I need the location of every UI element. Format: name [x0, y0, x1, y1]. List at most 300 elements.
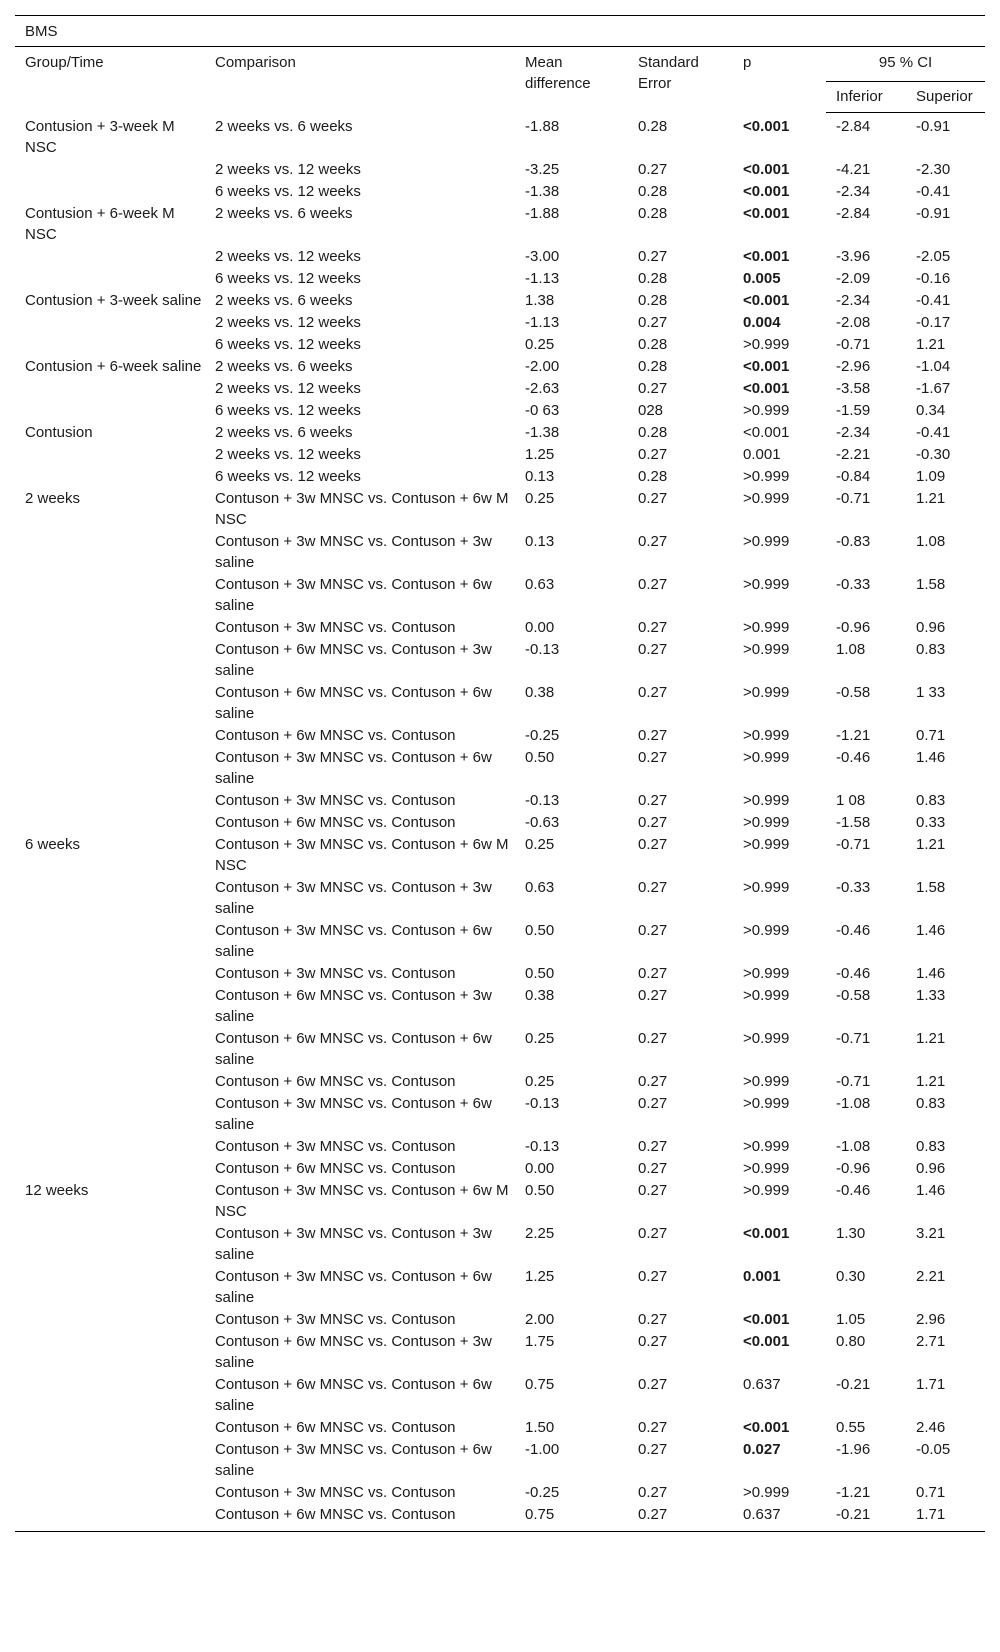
- cell-mean-difference: -0 63: [525, 401, 560, 419]
- table-row: [15, 1374, 985, 1417]
- cell-comparison: Contuson + 3w MNSC vs. Contuson: [215, 964, 456, 982]
- cell-p-value: >0.999: [743, 1159, 790, 1177]
- cell-group: [15, 725, 205, 747]
- cell-ci-superior: 0.34: [916, 401, 946, 419]
- cell-group: 6 weeks: [25, 835, 81, 853]
- header-comparison: Comparison: [215, 54, 296, 71]
- cell-p-value: <0.001: [743, 291, 790, 309]
- cell-mean-difference: 1.75: [525, 1332, 555, 1350]
- table-row: [15, 312, 985, 334]
- table-row: [15, 1482, 985, 1504]
- cell-mean-difference: 1.25: [525, 1267, 555, 1285]
- cell-ci-inferior: -0.84: [836, 467, 871, 485]
- cell-ci-superior: 0.71: [916, 726, 946, 744]
- table-header-row: [15, 47, 985, 82]
- cell-standard-error: 0.27: [638, 813, 668, 831]
- cell-ci-inferior: -2.34: [836, 423, 871, 441]
- cell-p-value: >0.999: [743, 1137, 790, 1155]
- cell-mean-difference: -1.00: [525, 1440, 560, 1458]
- cell-comparison: Contuson + 6w MNSC vs. Contuson + 6w saline: [215, 1375, 492, 1414]
- cell-ci-superior: 1.58: [916, 575, 946, 593]
- header-mean-difference: Mean difference: [525, 54, 591, 92]
- cell-group: [15, 790, 205, 812]
- cell-group: [15, 963, 205, 985]
- cell-mean-difference: 0.63: [525, 878, 555, 896]
- cell-p-value: <0.001: [743, 379, 790, 397]
- cell-p-value: <0.001: [743, 182, 790, 200]
- table-row: [15, 1331, 985, 1374]
- cell-ci-superior: 1.21: [916, 335, 946, 353]
- cell-ci-superior: -0.41: [916, 291, 951, 309]
- table-row: [15, 617, 985, 639]
- cell-ci-inferior: 1.05: [836, 1310, 866, 1328]
- cell-ci-inferior: -1.58: [836, 813, 871, 831]
- cell-comparison: Contuson + 3w MNSC vs. Contuson: [215, 1137, 456, 1155]
- cell-mean-difference: 2.00: [525, 1310, 555, 1328]
- cell-comparison: 6 weeks vs. 12 weeks: [215, 269, 361, 287]
- cell-comparison: Contuson + 3w MNSC vs. Contuson + 6w M NSC: [215, 835, 509, 874]
- cell-p-value: <0.001: [743, 1418, 790, 1436]
- table-row: [15, 1180, 985, 1223]
- cell-ci-superior: 0.33: [916, 813, 946, 831]
- cell-ci-superior: 1.71: [906, 1504, 985, 1532]
- table-row: [15, 400, 985, 422]
- cell-comparison: 2 weeks vs. 12 weeks: [215, 379, 361, 397]
- table-body: [15, 113, 985, 1532]
- table-row: [15, 466, 985, 488]
- cell-ci-inferior: -0.71: [836, 335, 871, 353]
- cell-group: [15, 1223, 205, 1266]
- cell-comparison: Contuson + 3w MNSC vs. Contuson + 6w saline: [215, 575, 492, 614]
- cell-standard-error: 0.27: [638, 726, 668, 744]
- table-row: [15, 378, 985, 400]
- cell-p-value: 0.001: [743, 445, 781, 463]
- cell-ci-inferior: -0.46: [836, 964, 871, 982]
- table-row: [15, 1158, 985, 1180]
- table-row: [15, 877, 985, 920]
- cell-mean-difference: 0.00: [525, 1159, 555, 1177]
- cell-ci-superior: -0.05: [916, 1440, 951, 1458]
- cell-ci-inferior: -0.33: [836, 575, 871, 593]
- cell-p-value: <0.001: [743, 160, 790, 178]
- cell-comparison: Contuson + 3w MNSC vs. Contuson + 3w saline: [215, 1224, 492, 1263]
- cell-ci-inferior: -4.21: [836, 160, 871, 178]
- cell-ci-inferior: -0.71: [836, 1072, 871, 1090]
- cell-ci-inferior: -0.21: [826, 1504, 906, 1532]
- cell-ci-superior: 2.96: [916, 1310, 946, 1328]
- cell-group: [15, 312, 205, 334]
- cell-group: Contusion: [25, 423, 93, 441]
- cell-ci-superior: 1.08: [916, 532, 946, 550]
- cell-comparison: Contuson + 3w MNSC vs. Contuson: [215, 618, 456, 636]
- cell-standard-error: 0.27: [638, 1483, 668, 1501]
- cell-ci-inferior: -2.34: [836, 291, 871, 309]
- cell-comparison: Contuson + 6w MNSC vs. Contuson: [215, 726, 456, 744]
- cell-comparison: 6 weeks vs. 12 weeks: [215, 335, 361, 353]
- cell-group: [15, 747, 205, 790]
- cell-group: [15, 181, 205, 203]
- table-row: [15, 639, 985, 682]
- table-row: [15, 920, 985, 963]
- table-row: [15, 725, 985, 747]
- cell-comparison: Contuson + 3w MNSC vs. Contuson + 6w M NSC: [215, 1181, 509, 1220]
- cell-mean-difference: 1.25: [525, 445, 555, 463]
- cell-ci-superior: 1.21: [916, 1029, 946, 1047]
- cell-p-value: >0.999: [743, 1072, 790, 1090]
- cell-mean-difference: 0.75: [515, 1504, 628, 1532]
- cell-p-value: >0.999: [743, 986, 790, 1004]
- cell-ci-inferior: -2.96: [836, 357, 871, 375]
- cell-comparison: Contuson + 3w MNSC vs. Contuson + 6w saline: [215, 1094, 492, 1133]
- cell-p-value: 0.004: [743, 313, 781, 331]
- header-ci: 95 % CI: [826, 47, 985, 82]
- cell-group: 12 weeks: [25, 1181, 89, 1199]
- cell-mean-difference: -0.25: [525, 1483, 560, 1501]
- cell-mean-difference: 0.50: [525, 964, 555, 982]
- cell-standard-error: 0.27: [638, 1159, 668, 1177]
- cell-ci-superior: 0.96: [916, 618, 946, 636]
- cell-standard-error: 0.27: [638, 247, 668, 265]
- cell-standard-error: 0.27: [638, 1094, 668, 1112]
- cell-standard-error: 0.27: [638, 445, 668, 463]
- cell-comparison: Contuson + 3w MNSC vs. Contuson + 6w saline: [215, 1440, 492, 1479]
- cell-ci-superior: 1 33: [916, 683, 946, 701]
- cell-mean-difference: 0.38: [525, 683, 555, 701]
- cell-standard-error: 0.28: [638, 117, 668, 135]
- cell-ci-superior: 1.46: [916, 1181, 946, 1199]
- cell-mean-difference: -0.63: [525, 813, 560, 831]
- cell-group: [15, 1374, 205, 1417]
- cell-comparison: Contuson + 6w MNSC vs. Contuson + 3w saline: [215, 1332, 492, 1371]
- cell-standard-error: 0.27: [638, 160, 668, 178]
- cell-ci-inferior: -0.83: [836, 532, 871, 550]
- cell-mean-difference: 0.75: [525, 1375, 555, 1393]
- cell-p-value: 0.005: [743, 269, 781, 287]
- cell-ci-superior: 2.21: [916, 1267, 946, 1285]
- cell-mean-difference: 1.50: [525, 1418, 555, 1436]
- cell-group: [15, 378, 205, 400]
- header-p: p: [743, 54, 752, 71]
- cell-p-value: <0.001: [743, 247, 790, 265]
- cell-comparison: Contuson + 6w MNSC vs. Contuson + 6w saline: [215, 1029, 492, 1068]
- table-row: [15, 812, 985, 834]
- cell-p-value: >0.999: [743, 726, 790, 744]
- cell-ci-inferior: -2.84: [836, 204, 871, 222]
- cell-standard-error: 0.27: [638, 313, 668, 331]
- cell-mean-difference: -1.88: [525, 204, 560, 222]
- cell-mean-difference: 1.38: [525, 291, 555, 309]
- table-row: [15, 268, 985, 290]
- cell-p-value: >0.999: [743, 748, 790, 766]
- cell-mean-difference: 0.13: [525, 467, 555, 485]
- table-row: [15, 1093, 985, 1136]
- cell-mean-difference: -0.25: [525, 726, 560, 744]
- cell-ci-superior: 3.21: [916, 1224, 946, 1242]
- cell-standard-error: 0.27: [628, 1504, 733, 1532]
- cell-p-value: 0.001: [743, 1267, 781, 1285]
- cell-p-value: <0.001: [743, 1332, 790, 1350]
- cell-ci-superior: -0.17: [916, 313, 951, 331]
- cell-p-value: >0.999: [743, 467, 790, 485]
- cell-ci-inferior: 0.55: [836, 1418, 866, 1436]
- cell-group: [15, 1331, 205, 1374]
- cell-standard-error: 0.28: [638, 204, 668, 222]
- cell-group: [15, 682, 205, 725]
- cell-comparison: Contuson + 6w MNSC vs. Contuson: [215, 1159, 456, 1177]
- cell-standard-error: 0.28: [638, 357, 668, 375]
- table-row: [15, 422, 985, 444]
- cell-comparison: Contuson + 3w MNSC vs. Contuson + 6w saline: [215, 921, 492, 960]
- cell-ci-superior: 1.21: [916, 835, 946, 853]
- table-row: [15, 113, 985, 159]
- cell-mean-difference: -1.88: [525, 117, 560, 135]
- cell-comparison: Contuson + 3w MNSC vs. Contuson + 6w M NSC: [215, 489, 509, 528]
- cell-p-value: >0.999: [743, 575, 790, 593]
- cell-p-value: >0.999: [743, 532, 790, 550]
- cell-ci-superior: 1.71: [916, 1375, 946, 1393]
- header-inferior: Inferior: [826, 82, 906, 113]
- cell-group: [15, 268, 205, 290]
- cell-ci-inferior: -1.21: [836, 1483, 871, 1501]
- table-row: [15, 790, 985, 812]
- cell-ci-superior: -2.05: [916, 247, 951, 265]
- cell-comparison: 2 weeks vs. 6 weeks: [215, 117, 353, 135]
- header-superior: Superior: [906, 82, 985, 113]
- cell-group: [15, 985, 205, 1028]
- cell-ci-superior: -0.30: [916, 445, 951, 463]
- cell-ci-superior: -1.67: [916, 379, 951, 397]
- cell-p-value: >0.999: [743, 791, 790, 809]
- cell-standard-error: 0.28: [638, 182, 668, 200]
- cell-mean-difference: -1.38: [525, 182, 560, 200]
- cell-ci-inferior: -0.96: [836, 1159, 871, 1177]
- cell-ci-inferior: 1 08: [836, 791, 866, 809]
- table-row: [15, 488, 985, 531]
- table-row: [15, 246, 985, 268]
- cell-standard-error: 0.28: [638, 335, 668, 353]
- cell-comparison: Contuson + 6w MNSC vs. Contuson + 3w saline: [215, 640, 492, 679]
- cell-comparison: Contuson + 3w MNSC vs. Contuson + 6w saline: [215, 748, 492, 787]
- cell-comparison: 6 weeks vs. 12 weeks: [215, 401, 361, 419]
- cell-ci-inferior: -2.08: [836, 313, 871, 331]
- cell-comparison: Contuson + 6w MNSC vs. Contuson: [215, 813, 456, 831]
- cell-comparison: 2 weeks vs. 12 weeks: [215, 160, 361, 178]
- cell-comparison: 6 weeks vs. 12 weeks: [215, 182, 361, 200]
- cell-ci-inferior: -3.58: [836, 379, 871, 397]
- cell-standard-error: 0.27: [638, 1418, 668, 1436]
- bms-table: [15, 15, 985, 1532]
- cell-ci-superior: 0.83: [916, 1094, 946, 1112]
- cell-p-value: >0.999: [743, 1094, 790, 1112]
- cell-mean-difference: 0.50: [525, 1181, 555, 1199]
- cell-ci-inferior: -0.71: [836, 489, 871, 507]
- cell-comparison: Contuson + 3w MNSC vs. Contuson: [215, 1483, 456, 1501]
- cell-ci-superior: 1.21: [916, 1072, 946, 1090]
- cell-ci-inferior: -2.09: [836, 269, 871, 287]
- table-row: [15, 181, 985, 203]
- cell-ci-inferior: -0.46: [836, 1181, 871, 1199]
- cell-standard-error: 0.27: [638, 489, 668, 507]
- table-row: [15, 290, 985, 312]
- table-row: [15, 1266, 985, 1309]
- cell-ci-superior: 1.46: [916, 748, 946, 766]
- cell-group: [15, 1071, 205, 1093]
- cell-standard-error: 0.27: [638, 1375, 668, 1393]
- cell-ci-superior: 0.96: [916, 1159, 946, 1177]
- cell-group: [15, 400, 205, 422]
- cell-ci-inferior: -2.21: [836, 445, 871, 463]
- cell-standard-error: 028: [638, 401, 664, 419]
- cell-group: Contusion + 6-week M NSC: [25, 204, 175, 243]
- cell-group: [15, 1504, 205, 1532]
- cell-mean-difference: 0.25: [525, 1072, 555, 1090]
- cell-p-value: >0.999: [743, 683, 790, 701]
- cell-ci-superior: 0.83: [916, 791, 946, 809]
- cell-ci-inferior: -0.21: [836, 1375, 871, 1393]
- table-row: [15, 834, 985, 877]
- cell-standard-error: 0.28: [638, 467, 668, 485]
- cell-comparison: Contuson + 6w MNSC vs. Contuson + 3w saline: [215, 986, 492, 1025]
- cell-group: [15, 877, 205, 920]
- cell-ci-superior: -0.41: [916, 423, 951, 441]
- cell-ci-superior: 2.46: [916, 1418, 946, 1436]
- cell-comparison: Contuson + 6w MNSC vs. Contuson: [215, 1418, 456, 1436]
- cell-comparison: Contuson + 3w MNSC vs. Contuson: [215, 791, 456, 809]
- cell-standard-error: 0.27: [638, 1137, 668, 1155]
- cell-standard-error: 0.27: [638, 748, 668, 766]
- cell-mean-difference: -3.25: [525, 160, 560, 178]
- cell-ci-inferior: -0.58: [836, 986, 871, 1004]
- cell-group: [15, 1266, 205, 1309]
- cell-standard-error: 0.27: [638, 964, 668, 982]
- cell-group: [15, 1136, 205, 1158]
- cell-mean-difference: -0.13: [525, 640, 560, 658]
- cell-ci-inferior: -0.33: [836, 878, 871, 896]
- cell-mean-difference: 0.25: [525, 1029, 555, 1047]
- table-row: [15, 1223, 985, 1266]
- cell-mean-difference: 0.63: [525, 575, 555, 593]
- cell-ci-superior: -0.41: [916, 182, 951, 200]
- cell-standard-error: 0.27: [638, 1029, 668, 1047]
- cell-ci-inferior: -0.46: [836, 921, 871, 939]
- table-row: [15, 334, 985, 356]
- cell-ci-inferior: -1.59: [836, 401, 871, 419]
- cell-ci-superior: 1.33: [916, 986, 946, 1004]
- cell-mean-difference: -1.13: [525, 313, 560, 331]
- cell-comparison: 6 weeks vs. 12 weeks: [215, 467, 361, 485]
- cell-p-value: >0.999: [743, 964, 790, 982]
- cell-ci-superior: 1.58: [916, 878, 946, 896]
- cell-group: [15, 920, 205, 963]
- header-group: Group/Time: [25, 54, 104, 71]
- cell-group: [15, 444, 205, 466]
- cell-ci-superior: -2.30: [916, 160, 951, 178]
- cell-mean-difference: 0.25: [525, 489, 555, 507]
- cell-comparison: Contuson + 3w MNSC vs. Contuson + 3w saline: [215, 532, 492, 571]
- table-row: [15, 1417, 985, 1439]
- table-caption: BMS: [15, 16, 985, 47]
- cell-standard-error: 0.27: [638, 575, 668, 593]
- cell-ci-inferior: 0.80: [836, 1332, 866, 1350]
- cell-p-value: <0.001: [743, 1224, 790, 1242]
- cell-mean-difference: -0.13: [525, 791, 560, 809]
- cell-comparison: 2 weeks vs. 12 weeks: [215, 247, 361, 265]
- cell-comparison: 2 weeks vs. 6 weeks: [215, 291, 353, 309]
- cell-standard-error: 0.28: [638, 291, 668, 309]
- cell-standard-error: 0.27: [638, 1181, 668, 1199]
- table-row: [15, 574, 985, 617]
- cell-ci-superior: 1.46: [916, 921, 946, 939]
- cell-ci-inferior: -2.84: [836, 118, 871, 135]
- cell-comparison: 2 weeks vs. 6 weeks: [215, 423, 353, 441]
- cell-group: [15, 159, 205, 181]
- cell-mean-difference: -3.00: [525, 247, 560, 265]
- cell-group: Contusion + 3-week saline: [25, 291, 202, 309]
- cell-standard-error: 0.27: [638, 878, 668, 896]
- cell-standard-error: 0.27: [638, 1310, 668, 1328]
- table-row: [15, 1136, 985, 1158]
- cell-ci-superior: -0.16: [916, 269, 951, 287]
- cell-standard-error: 0.27: [638, 1267, 668, 1285]
- cell-comparison: Contuson + 3w MNSC vs. Contuson + 3w saline: [215, 878, 492, 917]
- table-row: [15, 1028, 985, 1071]
- cell-ci-inferior: -0.46: [836, 748, 871, 766]
- cell-p-value: >0.999: [743, 335, 790, 353]
- cell-standard-error: 0.27: [638, 532, 668, 550]
- cell-p-value: <0.001: [743, 117, 790, 135]
- cell-ci-inferior: 0.30: [836, 1267, 866, 1285]
- cell-mean-difference: -2.00: [525, 357, 560, 375]
- table-caption-row: [15, 16, 985, 47]
- cell-ci-inferior: 1.30: [836, 1224, 866, 1242]
- cell-standard-error: 0.27: [638, 986, 668, 1004]
- cell-comparison: Contuson + 3w MNSC vs. Contuson + 6w saline: [215, 1267, 492, 1306]
- cell-standard-error: 0.27: [638, 640, 668, 658]
- cell-group: Contusion + 6-week saline: [25, 357, 202, 375]
- cell-p-value: >0.999: [743, 878, 790, 896]
- cell-p-value: >0.999: [743, 1029, 790, 1047]
- cell-group: [15, 531, 205, 574]
- cell-group: [15, 1028, 205, 1071]
- cell-mean-difference: 0.25: [525, 835, 555, 853]
- cell-group: [15, 1439, 205, 1482]
- cell-standard-error: 0.27: [638, 618, 668, 636]
- cell-ci-inferior: -1.08: [836, 1137, 871, 1155]
- table-row: [15, 985, 985, 1028]
- cell-ci-inferior: -0.71: [836, 835, 871, 853]
- cell-ci-superior: -1.04: [916, 357, 951, 375]
- cell-p-value: >0.999: [743, 1483, 790, 1501]
- cell-ci-inferior: -0.58: [836, 683, 871, 701]
- table-row: [15, 203, 985, 246]
- cell-ci-inferior: 1.08: [836, 640, 866, 658]
- cell-ci-superior: 0.83: [916, 1137, 946, 1155]
- cell-standard-error: 0.27: [638, 683, 668, 701]
- cell-group: Contusion + 3-week M NSC: [25, 117, 175, 156]
- cell-standard-error: 0.27: [638, 379, 668, 397]
- table-row: [15, 159, 985, 181]
- cell-mean-difference: 2.25: [525, 1224, 555, 1242]
- cell-group: [15, 639, 205, 682]
- cell-mean-difference: 0.00: [525, 618, 555, 636]
- table-row: [15, 1439, 985, 1482]
- cell-comparison: 2 weeks vs. 6 weeks: [215, 357, 353, 375]
- cell-p-value: >0.999: [743, 489, 790, 507]
- cell-group: [15, 1158, 205, 1180]
- cell-ci-inferior: -3.96: [836, 247, 871, 265]
- cell-ci-inferior: -1.96: [836, 1440, 871, 1458]
- table-row: [15, 963, 985, 985]
